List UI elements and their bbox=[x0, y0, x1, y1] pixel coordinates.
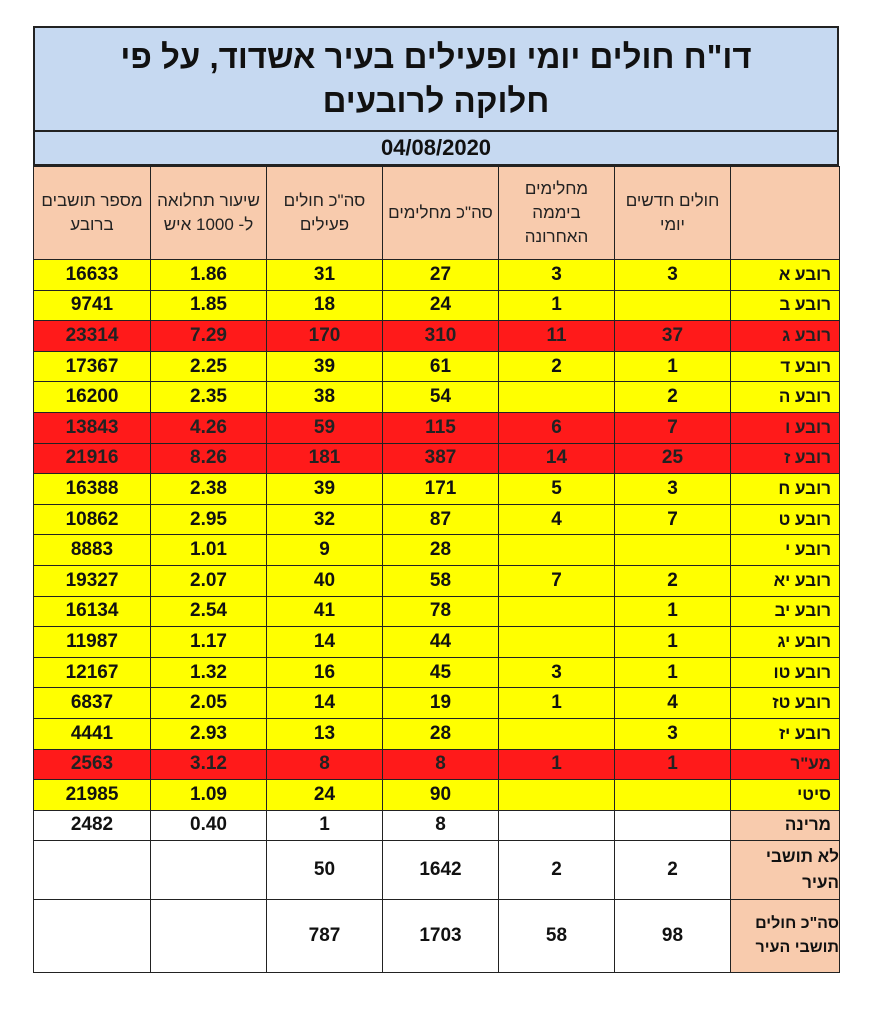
cell-name: מע"ר bbox=[731, 749, 840, 780]
cell-rate: 1.17 bbox=[151, 627, 267, 658]
cell-recovered: 171 bbox=[383, 474, 499, 505]
cell-recovered: 45 bbox=[383, 657, 499, 688]
table-row bbox=[34, 443, 840, 474]
cell-name: רובע ח bbox=[731, 474, 840, 505]
table-row bbox=[34, 627, 840, 658]
cell-new-daily: 7 bbox=[615, 504, 731, 535]
cell-new-daily bbox=[615, 535, 731, 566]
cell-recovered: 387 bbox=[383, 443, 499, 474]
cell-population: 19327 bbox=[34, 565, 151, 596]
cell-new-daily bbox=[615, 290, 731, 321]
cell-name: רובע טו bbox=[731, 657, 840, 688]
cell-active: 31 bbox=[267, 260, 383, 291]
cell-recovered-24h: 58 bbox=[499, 900, 615, 973]
cell-active: 787 bbox=[267, 900, 383, 973]
cell-recovered: 310 bbox=[383, 321, 499, 352]
cell-recovered-24h: 6 bbox=[499, 412, 615, 443]
cell-population: 9741 bbox=[34, 290, 151, 321]
cell-recovered-24h: 11 bbox=[499, 321, 615, 352]
cell-rate bbox=[151, 841, 267, 900]
cell-new-daily: 3 bbox=[615, 474, 731, 505]
cell-active: 39 bbox=[267, 351, 383, 382]
cell-rate: 1.09 bbox=[151, 780, 267, 811]
cell-active: 1 bbox=[267, 810, 383, 841]
cell-population: 17367 bbox=[34, 351, 151, 382]
table-row bbox=[34, 596, 840, 627]
cell-active: 14 bbox=[267, 627, 383, 658]
table-row bbox=[34, 535, 840, 566]
report-sheet bbox=[33, 26, 839, 973]
cell-population: 16633 bbox=[34, 260, 151, 291]
cell-new-daily: 1 bbox=[615, 596, 731, 627]
cell-name: רובע ז bbox=[731, 443, 840, 474]
cell-recovered: 8 bbox=[383, 810, 499, 841]
cell-recovered: 27 bbox=[383, 260, 499, 291]
cell-rate: 3.12 bbox=[151, 749, 267, 780]
cell-recovered: 28 bbox=[383, 535, 499, 566]
cell-recovered-24h bbox=[499, 627, 615, 658]
cell-rate: 2.95 bbox=[151, 504, 267, 535]
non-residents-row bbox=[34, 841, 840, 900]
cell-rate: 1.01 bbox=[151, 535, 267, 566]
cell-new-daily: 2 bbox=[615, 565, 731, 596]
cell-recovered: 1642 bbox=[383, 841, 499, 900]
cell-population bbox=[34, 841, 151, 900]
cell-population: 21985 bbox=[34, 780, 151, 811]
cell-recovered-24h: 3 bbox=[499, 260, 615, 291]
cell-population: 8883 bbox=[34, 535, 151, 566]
header-new-daily: חולים חדשים יומי bbox=[615, 167, 731, 260]
cell-active: 32 bbox=[267, 504, 383, 535]
cell-active: 170 bbox=[267, 321, 383, 352]
cell-recovered-24h: 4 bbox=[499, 504, 615, 535]
cell-name: רובע י bbox=[731, 535, 840, 566]
table-row bbox=[34, 749, 840, 780]
cell-active: 41 bbox=[267, 596, 383, 627]
cell-rate: 2.54 bbox=[151, 596, 267, 627]
cell-population: 10862 bbox=[34, 504, 151, 535]
cell-active: 50 bbox=[267, 841, 383, 900]
cell-recovered: 58 bbox=[383, 565, 499, 596]
cell-recovered-24h: 2 bbox=[499, 351, 615, 382]
cell-rate: 1.86 bbox=[151, 260, 267, 291]
cell-recovered-24h: 3 bbox=[499, 657, 615, 688]
table-row bbox=[34, 260, 840, 291]
cell-active: 39 bbox=[267, 474, 383, 505]
cell-new-daily: 2 bbox=[615, 841, 731, 900]
cell-name: רובע א bbox=[731, 260, 840, 291]
table-row bbox=[34, 688, 840, 719]
cell-rate: 2.35 bbox=[151, 382, 267, 413]
cell-active: 40 bbox=[267, 565, 383, 596]
cell-recovered-24h: 5 bbox=[499, 474, 615, 505]
cell-name: סה"כ חולים תושבי העיר bbox=[731, 900, 840, 973]
cell-rate: 0.40 bbox=[151, 810, 267, 841]
cell-rate: 2.38 bbox=[151, 474, 267, 505]
cell-rate: 1.32 bbox=[151, 657, 267, 688]
cell-recovered-24h: 1 bbox=[499, 688, 615, 719]
header-recovered-24h: מחלימים ביממה האחרונה bbox=[499, 167, 615, 260]
cell-new-daily bbox=[615, 810, 731, 841]
report-title: דו"ח חולים יומי ופעילים בעיר אשדוד, על פי חלוקה לרובעים bbox=[33, 26, 839, 132]
cell-population: 21916 bbox=[34, 443, 151, 474]
table-row bbox=[34, 657, 840, 688]
cell-active: 16 bbox=[267, 657, 383, 688]
cell-active: 14 bbox=[267, 688, 383, 719]
cell-active: 59 bbox=[267, 412, 383, 443]
cell-new-daily bbox=[615, 780, 731, 811]
cell-population: 16388 bbox=[34, 474, 151, 505]
cell-rate: 8.26 bbox=[151, 443, 267, 474]
cell-population: 2563 bbox=[34, 749, 151, 780]
cell-active: 9 bbox=[267, 535, 383, 566]
cell-recovered-24h: 1 bbox=[499, 749, 615, 780]
cell-new-daily: 37 bbox=[615, 321, 731, 352]
cell-recovered-24h bbox=[499, 718, 615, 749]
cell-population: 16134 bbox=[34, 596, 151, 627]
cell-new-daily: 3 bbox=[615, 718, 731, 749]
cell-population: 2482 bbox=[34, 810, 151, 841]
cell-active: 13 bbox=[267, 718, 383, 749]
table-row bbox=[34, 382, 840, 413]
table-row bbox=[34, 290, 840, 321]
cell-recovered: 28 bbox=[383, 718, 499, 749]
cell-population: 16200 bbox=[34, 382, 151, 413]
cell-recovered: 24 bbox=[383, 290, 499, 321]
cell-active: 18 bbox=[267, 290, 383, 321]
table-row bbox=[34, 504, 840, 535]
cell-active: 38 bbox=[267, 382, 383, 413]
table-row bbox=[34, 474, 840, 505]
cell-new-daily: 1 bbox=[615, 351, 731, 382]
cell-rate: 4.26 bbox=[151, 412, 267, 443]
cell-name: רובע ב bbox=[731, 290, 840, 321]
header-recovered: סה"כ מחלימים bbox=[383, 167, 499, 260]
cell-rate: 7.29 bbox=[151, 321, 267, 352]
cell-population: 12167 bbox=[34, 657, 151, 688]
cell-name: רובע יז bbox=[731, 718, 840, 749]
table-row bbox=[34, 565, 840, 596]
cell-new-daily: 3 bbox=[615, 260, 731, 291]
cell-population: 13843 bbox=[34, 412, 151, 443]
neighborhood-table bbox=[33, 166, 840, 973]
cell-active: 181 bbox=[267, 443, 383, 474]
cell-name: רובע ה bbox=[731, 382, 840, 413]
cell-new-daily: 1 bbox=[615, 657, 731, 688]
header-active: סה"כ חולים פעילים bbox=[267, 167, 383, 260]
cell-recovered: 78 bbox=[383, 596, 499, 627]
cell-recovered: 61 bbox=[383, 351, 499, 382]
header-rate: שיעור תחלואה ל- 1000 איש bbox=[151, 167, 267, 260]
cell-recovered: 8 bbox=[383, 749, 499, 780]
cell-recovered: 1703 bbox=[383, 900, 499, 973]
cell-new-daily: 4 bbox=[615, 688, 731, 719]
cell-population: 11987 bbox=[34, 627, 151, 658]
table-row bbox=[34, 321, 840, 352]
cell-recovered-24h: 14 bbox=[499, 443, 615, 474]
cell-recovered-24h: 7 bbox=[499, 565, 615, 596]
cell-new-daily: 1 bbox=[615, 627, 731, 658]
table-row bbox=[34, 351, 840, 382]
table-row bbox=[34, 718, 840, 749]
table-row bbox=[34, 780, 840, 811]
cell-name: רובע יב bbox=[731, 596, 840, 627]
cell-recovered: 19 bbox=[383, 688, 499, 719]
cell-name: לא תושבי העיר bbox=[731, 841, 840, 900]
cell-name: סיטי bbox=[731, 780, 840, 811]
cell-recovered: 115 bbox=[383, 412, 499, 443]
cell-new-daily: 2 bbox=[615, 382, 731, 413]
cell-recovered-24h bbox=[499, 535, 615, 566]
cell-name: רובע ו bbox=[731, 412, 840, 443]
cell-rate: 1.85 bbox=[151, 290, 267, 321]
cell-name: מרינה bbox=[731, 810, 840, 841]
cell-recovered-24h bbox=[499, 780, 615, 811]
table-row bbox=[34, 412, 840, 443]
header-name bbox=[731, 167, 840, 260]
cell-name: רובע ג bbox=[731, 321, 840, 352]
cell-name: רובע ט bbox=[731, 504, 840, 535]
cell-recovered-24h bbox=[499, 596, 615, 627]
cell-name: רובע יא bbox=[731, 565, 840, 596]
cell-recovered: 87 bbox=[383, 504, 499, 535]
cell-recovered: 90 bbox=[383, 780, 499, 811]
report-date: 04/08/2020 bbox=[33, 132, 839, 166]
cell-name: רובע ד bbox=[731, 351, 840, 382]
cell-active: 24 bbox=[267, 780, 383, 811]
cell-population bbox=[34, 900, 151, 973]
table-header-row bbox=[34, 167, 840, 260]
cell-new-daily: 98 bbox=[615, 900, 731, 973]
cell-new-daily: 25 bbox=[615, 443, 731, 474]
cell-recovered: 54 bbox=[383, 382, 499, 413]
table-row bbox=[34, 810, 840, 841]
cell-population: 23314 bbox=[34, 321, 151, 352]
cell-rate bbox=[151, 900, 267, 973]
cell-new-daily: 7 bbox=[615, 412, 731, 443]
cell-recovered-24h: 1 bbox=[499, 290, 615, 321]
cell-name: רובע יג bbox=[731, 627, 840, 658]
cell-new-daily: 1 bbox=[615, 749, 731, 780]
cell-recovered-24h bbox=[499, 810, 615, 841]
cell-population: 4441 bbox=[34, 718, 151, 749]
cell-rate: 2.93 bbox=[151, 718, 267, 749]
cell-name: רובע טז bbox=[731, 688, 840, 719]
header-population: מספר תושבים ברובע bbox=[34, 167, 151, 260]
cell-active: 8 bbox=[267, 749, 383, 780]
cell-rate: 2.25 bbox=[151, 351, 267, 382]
cell-rate: 2.07 bbox=[151, 565, 267, 596]
cell-recovered: 44 bbox=[383, 627, 499, 658]
totals-row bbox=[34, 900, 840, 973]
cell-rate: 2.05 bbox=[151, 688, 267, 719]
cell-population: 6837 bbox=[34, 688, 151, 719]
cell-recovered-24h bbox=[499, 382, 615, 413]
cell-recovered-24h: 2 bbox=[499, 841, 615, 900]
